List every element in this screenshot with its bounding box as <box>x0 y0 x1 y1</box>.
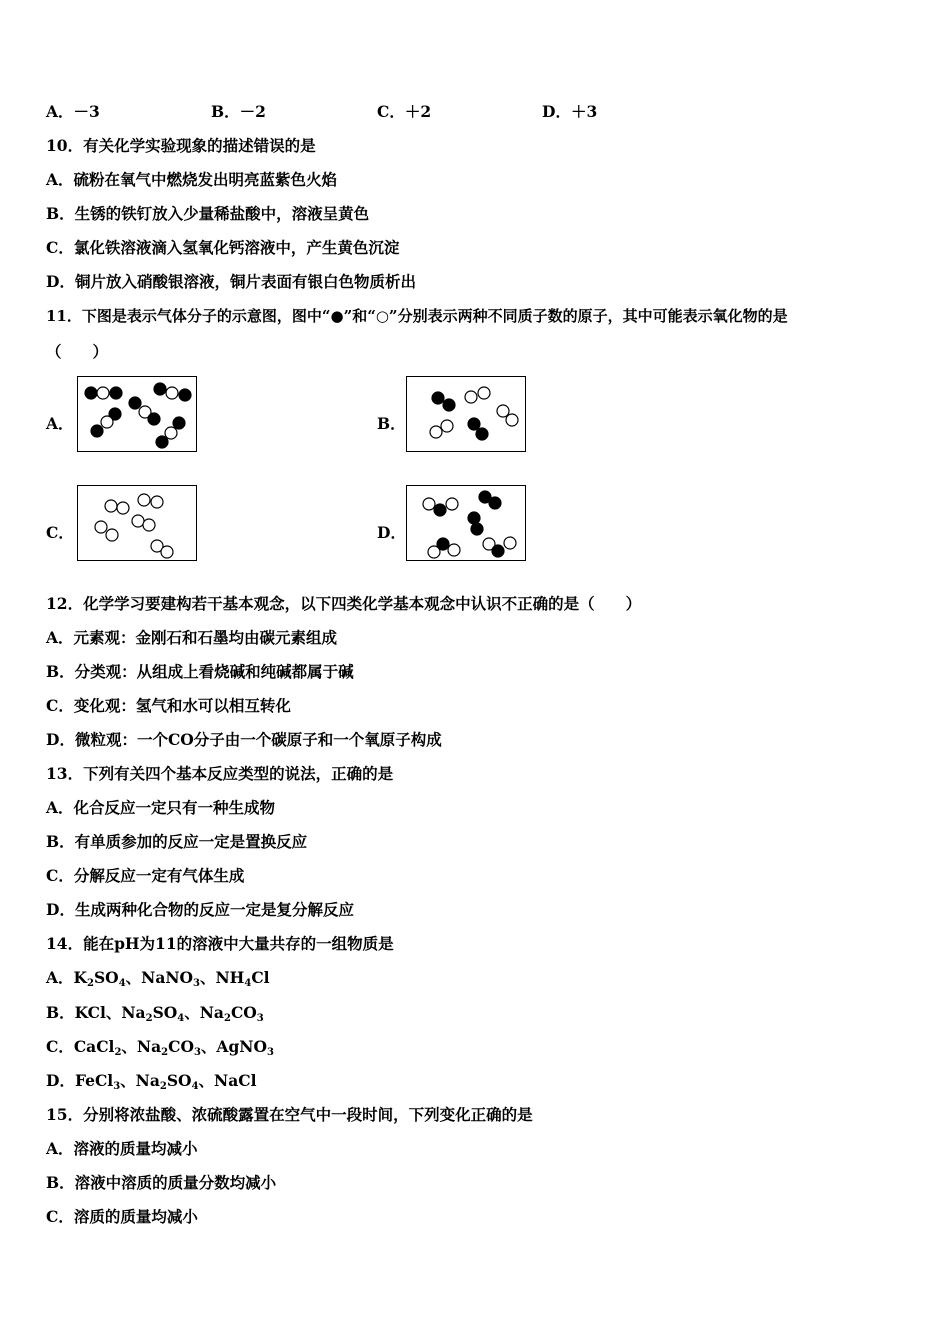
q9-option-b: B．－2 <box>211 102 266 121</box>
molecule-diagram-c <box>78 486 195 559</box>
q9-option-a: A．－3 <box>46 102 100 121</box>
q13-option-c: C．分解反应一定有气体生成 <box>46 866 245 885</box>
q11-figure-b <box>406 376 526 452</box>
q14-option-b: B．KCl、$Na_2SO_4$、$Na_2CO_3$ <box>46 1003 264 1024</box>
q10-stem: 10．有关化学实验现象的描述错误的是 <box>46 136 316 155</box>
q11-figure-d <box>406 485 526 561</box>
q11-label-b: B． <box>377 414 406 433</box>
q11-label-a: A． <box>46 414 74 433</box>
molecule-diagram-d <box>407 486 524 559</box>
q12-option-b: B．分类观：从组成上看烧碱和纯碱都属于碱 <box>46 662 354 681</box>
q11-label-c: C． <box>46 523 74 542</box>
q11-label-d: D． <box>377 523 406 542</box>
q11-figure-c <box>77 485 197 561</box>
q12-option-c: C．变化观：氢气和水可以相互转化 <box>46 696 291 715</box>
q12-stem: 12．化学学习要建构若干基本观念，以下四类化学基本观念中认识不正确的是（ ） <box>46 594 642 613</box>
q11-figure-a <box>77 376 197 452</box>
q13-option-b: B．有单质参加的反应一定是置换反应 <box>46 832 308 851</box>
q13-option-a: A．化合反应一定只有一种生成物 <box>46 798 276 817</box>
q14-stem: 14．能在pH为11的溶液中大量共存的一组物质是 <box>46 934 394 953</box>
q13-stem: 13．下列有关四个基本反应类型的说法，正确的是 <box>46 764 394 783</box>
q12-option-d: D．微粒观：一个CO分子由一个碳原子和一个氧原子构成 <box>46 730 442 749</box>
q15-option-a: A．溶液的质量均减小 <box>46 1139 198 1158</box>
molecule-diagram-b <box>407 377 524 450</box>
q15-option-c: C．溶质的质量均减小 <box>46 1207 198 1226</box>
q14-option-a: A．$K_2SO_4$、NaNO$_3$、$NH_4Cl$ <box>46 968 270 989</box>
q11-paren: （ ） <box>46 342 109 361</box>
q15-option-b: B．溶液中溶质的质量分数均减小 <box>46 1173 277 1192</box>
q10-option-d: D．铜片放入硝酸银溶液，铜片表面有银白色物质析出 <box>46 272 416 291</box>
q9-option-d: D．＋3 <box>542 102 598 121</box>
q13-option-d: D．生成两种化合物的反应一定是复分解反应 <box>46 900 354 919</box>
q15-stem: 15．分别将浓盐酸、浓硫酸露置在空气中一段时间，下列变化正确的是 <box>46 1105 533 1124</box>
q14-option-c: C．CaCl$_2$、$Na_2CO_3$、AgNO$_3$ <box>46 1037 274 1058</box>
q9-option-c: C．＋2 <box>377 102 432 121</box>
q11-stem: 11．下图是表示气体分子的示意图，图中“●”和“○”分别表示两种不同质子数的原子，其中可能表示氧化物的是 <box>46 307 788 325</box>
q14-option-d: D．FeCl$_3$、$Na_2SO_4$、NaCl <box>46 1071 257 1092</box>
q10-option-a: A．硫粉在氧气中燃烧发出明亮蓝紫色火焰 <box>46 170 338 189</box>
q10-option-b: B．生锈的铁钉放入少量稀盐酸中，溶液呈黄色 <box>46 204 370 223</box>
q10-option-c: C．氯化铁溶液滴入氢氧化钙溶液中，产生黄色沉淀 <box>46 238 400 257</box>
q12-option-a: A．元素观：金刚石和石墨均由碳元素组成 <box>46 628 338 647</box>
molecule-diagram-a <box>78 377 195 450</box>
